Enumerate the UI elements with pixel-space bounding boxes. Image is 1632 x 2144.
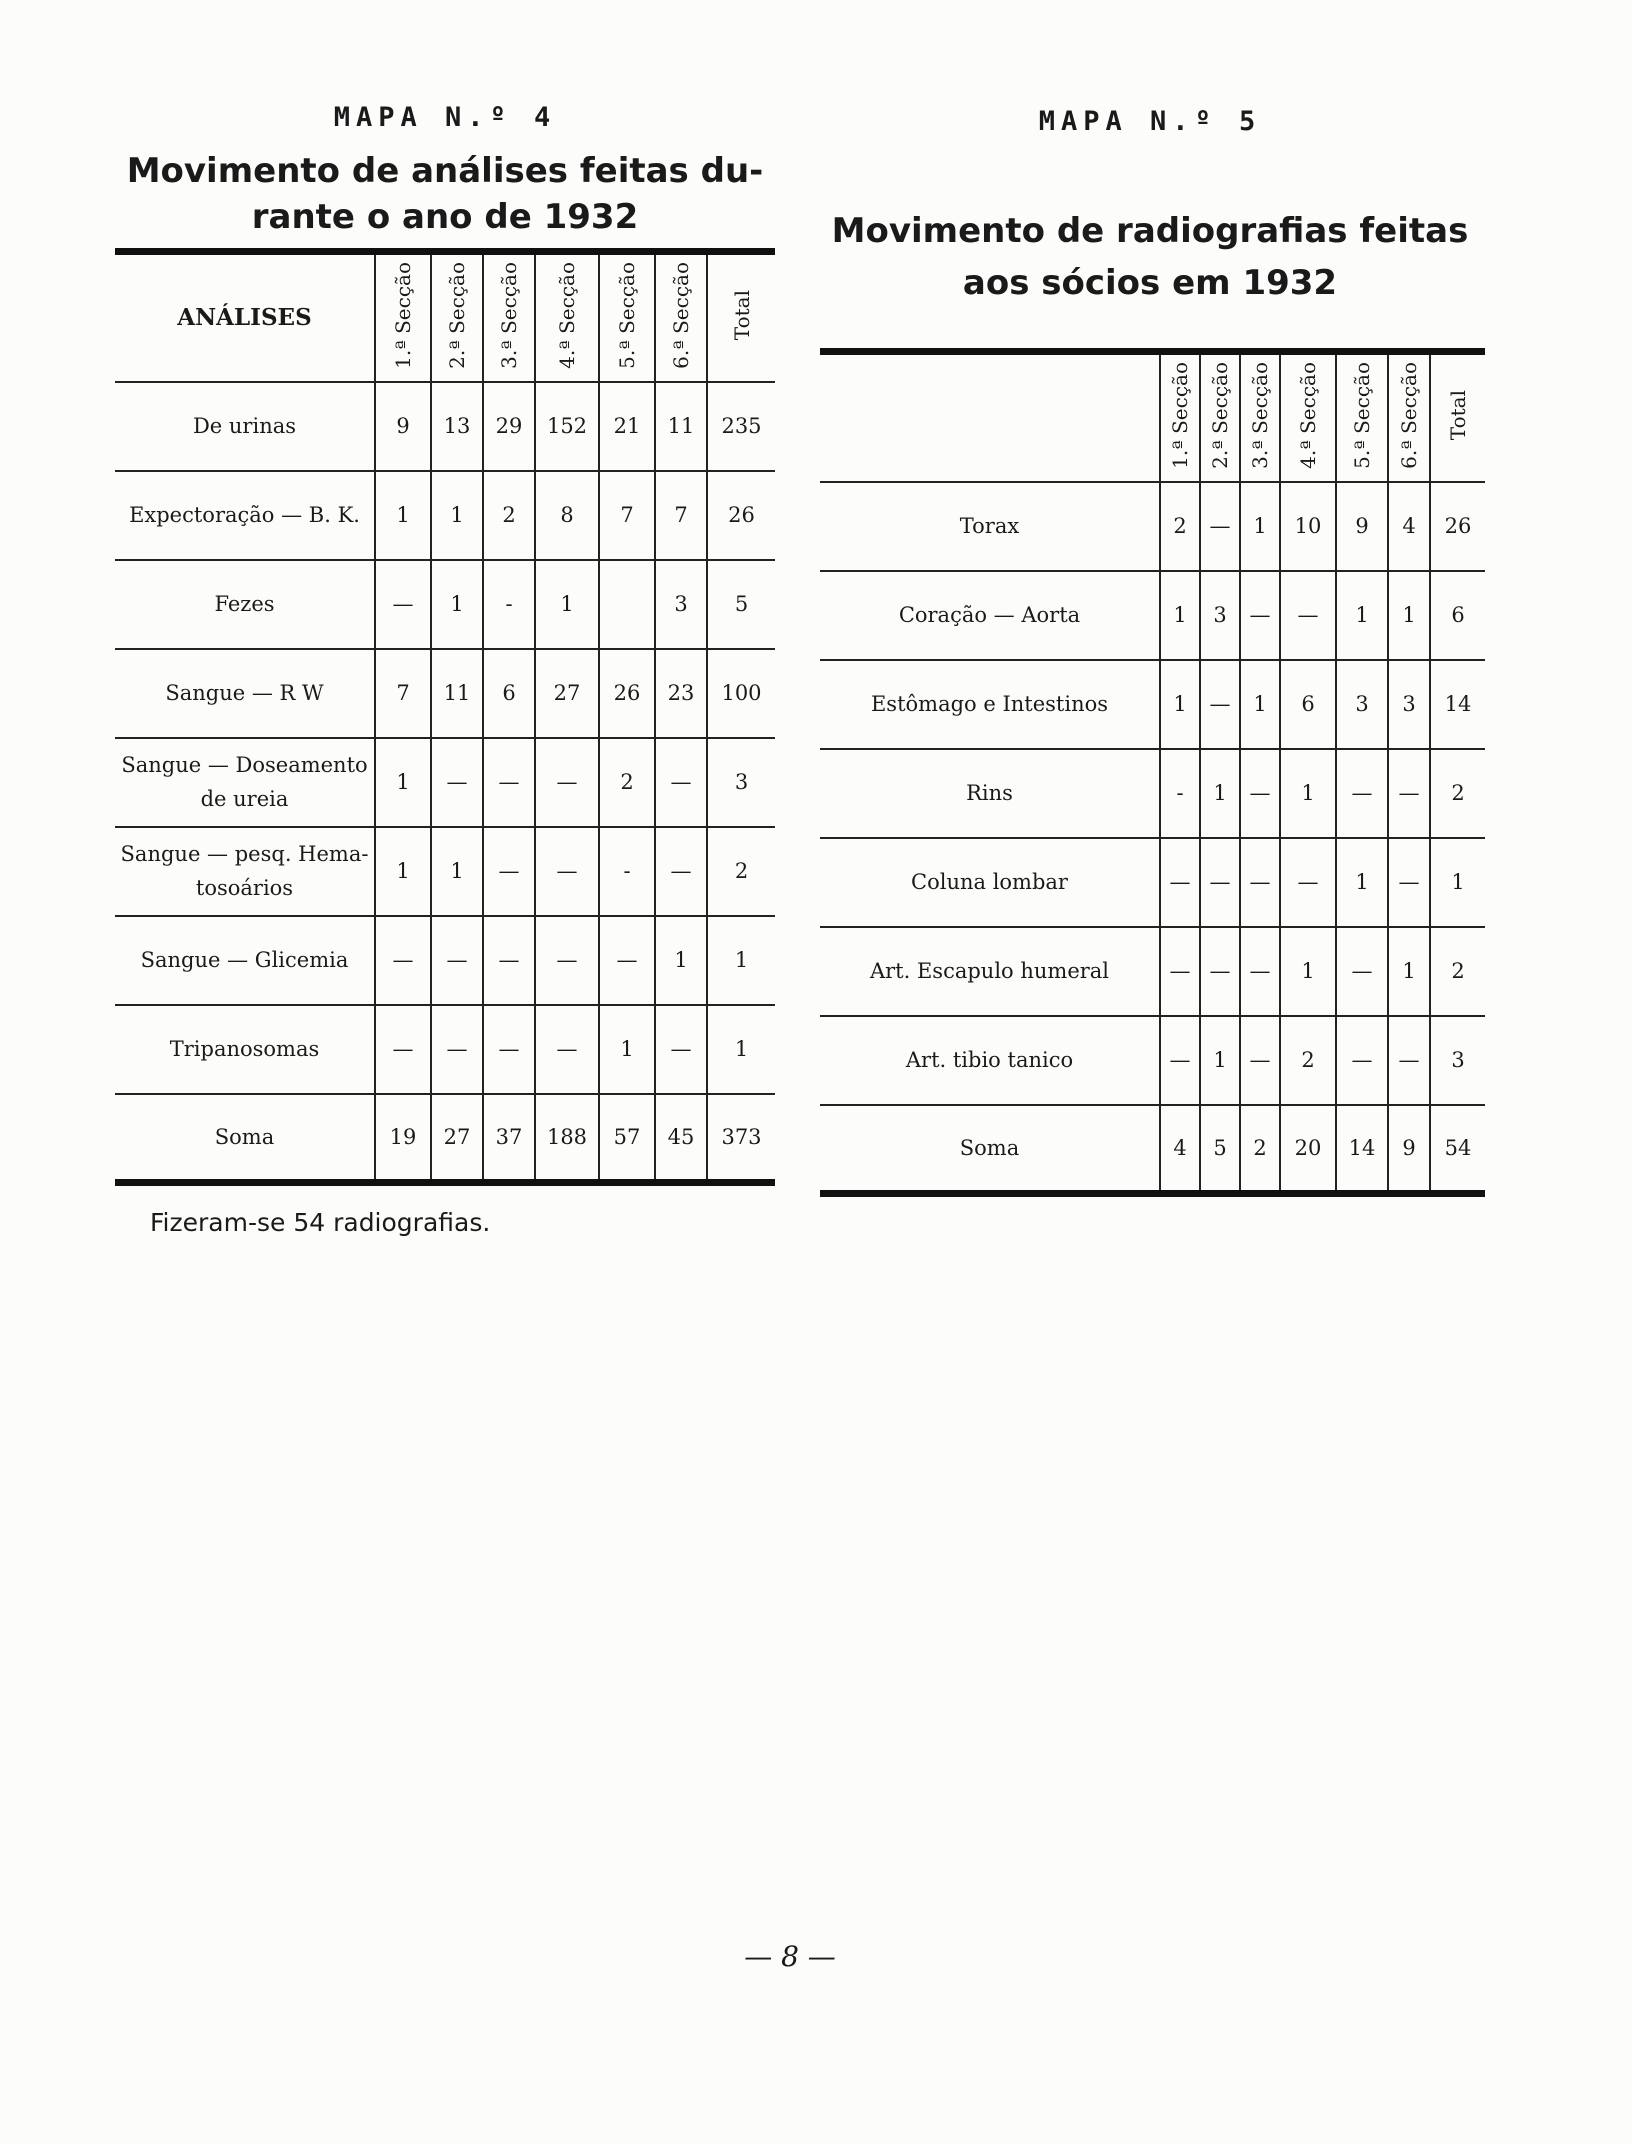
map5-cell: 2 — [1430, 749, 1485, 838]
map4-cell: 2 — [483, 471, 535, 560]
map5-cell: 3 — [1200, 571, 1240, 660]
map5-cell: 2 — [1160, 482, 1200, 571]
map4-cell: 1 — [707, 1005, 775, 1094]
map4-cell: 26 — [599, 649, 655, 738]
map5-cell: — — [1280, 571, 1336, 660]
map5-row — [820, 571, 1485, 660]
map4-row-label: Soma — [115, 1094, 375, 1183]
map4-cell: 27 — [535, 649, 599, 738]
map5-cell: 9 — [1336, 482, 1388, 571]
map5-row-label: Soma — [820, 1105, 1160, 1194]
map5-row — [820, 927, 1485, 1016]
map5-cell: — — [1240, 1016, 1280, 1105]
map4-cell: — — [483, 916, 535, 1005]
map4-row — [115, 738, 775, 827]
map5-cell: — — [1240, 571, 1280, 660]
map4-cell: — — [535, 827, 599, 916]
map4-cell: 37 — [483, 1094, 535, 1183]
map5-cell: 6 — [1430, 571, 1485, 660]
map5-cell: — — [1240, 838, 1280, 927]
map4-header-row — [115, 252, 775, 382]
map5-cell: 1 — [1388, 927, 1430, 1016]
map5-column-header: Total — [1446, 390, 1470, 441]
map5-cell: 54 — [1430, 1105, 1485, 1194]
map5-cell: 5 — [1200, 1105, 1240, 1194]
map4-cell: 1 — [375, 827, 431, 916]
map5-column-header: 5.ª Secção — [1350, 361, 1374, 469]
map4-cell: 1 — [431, 471, 483, 560]
map4-cell: 7 — [655, 471, 707, 560]
map4-cell: — — [599, 916, 655, 1005]
map5-cell: — — [1336, 749, 1388, 838]
map5-cell: — — [1280, 838, 1336, 927]
map4-column-header: 6.ª Secção — [669, 261, 693, 369]
map4-row — [115, 382, 775, 471]
map4-row — [115, 827, 775, 916]
map4-column-header: 4.ª Secção — [555, 261, 579, 369]
map5-label: MAPA N.º 5 — [1038, 106, 1262, 137]
map4-row-label: Sangue — pesq. Hema-tosoários — [115, 827, 375, 916]
map5-cell: 9 — [1388, 1105, 1430, 1194]
map4-cell: 3 — [655, 560, 707, 649]
map4-cell: 26 — [707, 471, 775, 560]
map5-cell: 1 — [1388, 571, 1430, 660]
map4-cell: 1 — [655, 916, 707, 1005]
map5-cell: — — [1160, 838, 1200, 927]
map4-cell: 152 — [535, 382, 599, 471]
map5-cell: 2 — [1280, 1016, 1336, 1105]
map4-cell: 188 — [535, 1094, 599, 1183]
map4-cell: 1 — [375, 471, 431, 560]
map5-cell: 1 — [1430, 838, 1485, 927]
map4-cell: — — [431, 1005, 483, 1094]
map4-row — [115, 1094, 775, 1183]
map5-cell: — — [1336, 1016, 1388, 1105]
map5-cell: 4 — [1388, 482, 1430, 571]
map4-cell: — — [483, 1005, 535, 1094]
map4-cell: — — [375, 560, 431, 649]
map5-cell: — — [1240, 749, 1280, 838]
map4-label: MAPA N.º 4 — [333, 102, 557, 133]
map4-cell: 19 — [375, 1094, 431, 1183]
map4-cell: 1 — [431, 827, 483, 916]
map4-cell — [599, 560, 655, 649]
map5-cell: 20 — [1280, 1105, 1336, 1194]
map4-cell: 29 — [483, 382, 535, 471]
map5-cell: 2 — [1430, 927, 1485, 1016]
map5-column-header: 4.ª Secção — [1296, 361, 1320, 469]
map4-row-label: Sangue — R W — [115, 649, 375, 738]
map5-cell: 26 — [1430, 482, 1485, 571]
map5-row-label: Coluna lombar — [820, 838, 1160, 927]
map4-cell: 13 — [431, 382, 483, 471]
map4-cell: - — [599, 827, 655, 916]
map5-column-header: 3.ª Secção — [1248, 361, 1272, 469]
map5-row — [820, 749, 1485, 838]
map4-cell: 373 — [707, 1094, 775, 1183]
map4-cell: 100 — [707, 649, 775, 738]
map5-row — [820, 1016, 1485, 1105]
map4-cell: - — [483, 560, 535, 649]
map5-cell: 6 — [1280, 660, 1336, 749]
map5-cell: 1 — [1240, 660, 1280, 749]
map5-row-label: Art. Escapulo humeral — [820, 927, 1160, 1016]
map4-column-header: 2.ª Secção — [445, 261, 469, 369]
map5-cell: — — [1388, 749, 1430, 838]
map4-cell: — — [431, 738, 483, 827]
map4-cell: 8 — [535, 471, 599, 560]
map4-row-label: De urinas — [115, 382, 375, 471]
map5-row-label: Rins — [820, 749, 1160, 838]
map4-row — [115, 471, 775, 560]
map5-cell: - — [1160, 749, 1200, 838]
map5-header-row — [820, 352, 1485, 482]
map4-cell: — — [655, 738, 707, 827]
map4-cell: — — [483, 827, 535, 916]
map5-cell: — — [1240, 927, 1280, 1016]
map4-table — [115, 248, 775, 1186]
map4-cell: — — [535, 738, 599, 827]
map5-cell: 4 — [1160, 1105, 1200, 1194]
map5-cell: 3 — [1388, 660, 1430, 749]
map4-cell: — — [483, 738, 535, 827]
map4-cell: 11 — [431, 649, 483, 738]
map4-cell: — — [535, 1005, 599, 1094]
map4-cell: — — [655, 1005, 707, 1094]
map5-cell: 1 — [1280, 927, 1336, 1016]
map4-cell: — — [375, 1005, 431, 1094]
map4-cell: 21 — [599, 382, 655, 471]
map5-cell: 1 — [1200, 749, 1240, 838]
map4-row-label: Expectoração — B. K. — [115, 471, 375, 560]
map4-cell: 1 — [707, 916, 775, 1005]
map4-row-label: Sangue — Doseamento de ureia — [115, 738, 375, 827]
map4-row-label: Tripanosomas — [115, 1005, 375, 1094]
map4-cell: 23 — [655, 649, 707, 738]
map5-title-line1: Movimento de radiografias feitas — [831, 211, 1469, 251]
map4-cell: 1 — [431, 560, 483, 649]
map4-row — [115, 649, 775, 738]
map5-cell: — — [1200, 927, 1240, 1016]
map5-cell: 3 — [1336, 660, 1388, 749]
map4-header-first: ANÁLISES — [115, 252, 375, 382]
page-number: — 8 — — [744, 1940, 836, 1973]
map5-column-header: 2.ª Secção — [1208, 361, 1232, 469]
map5-row-label: Torax — [820, 482, 1160, 571]
map5-row — [820, 1105, 1485, 1194]
map4-cell: 57 — [599, 1094, 655, 1183]
map4-column-header: 3.ª Secção — [497, 261, 521, 369]
map5-cell: — — [1160, 927, 1200, 1016]
map5-row — [820, 838, 1485, 927]
map4-cell: — — [431, 916, 483, 1005]
map4-row — [115, 1005, 775, 1094]
map5-row-label: Coração — Aorta — [820, 571, 1160, 660]
map4-row — [115, 916, 775, 1005]
map4-cell: 45 — [655, 1094, 707, 1183]
map5-cell: — — [1160, 1016, 1200, 1105]
map5-table — [820, 348, 1485, 1197]
map5-cell: 1 — [1336, 571, 1388, 660]
map5-column-header: 6.ª Secção — [1397, 361, 1421, 469]
map5-cell: 3 — [1430, 1016, 1485, 1105]
map4-cell: 6 — [483, 649, 535, 738]
map4-cell: 7 — [599, 471, 655, 560]
map5-cell: — — [1200, 482, 1240, 571]
map4-cell: — — [535, 916, 599, 1005]
map4-cell: 235 — [707, 382, 775, 471]
map4-row — [115, 560, 775, 649]
map4-cell: 27 — [431, 1094, 483, 1183]
map5-cell: 2 — [1240, 1105, 1280, 1194]
map5-header-first — [820, 352, 1160, 482]
map5-column-header: 1.ª Secção — [1168, 361, 1192, 469]
map5-row — [820, 482, 1485, 571]
map5-cell: 1 — [1160, 660, 1200, 749]
map5-cell: — — [1388, 838, 1430, 927]
map4-cell: — — [655, 827, 707, 916]
map5-cell: 1 — [1336, 838, 1388, 927]
map5-cell: — — [1200, 660, 1240, 749]
map4-cell: 1 — [375, 738, 431, 827]
map5-cell: 1 — [1160, 571, 1200, 660]
map4-column-header: Total — [729, 290, 754, 341]
map4-cell: — — [375, 916, 431, 1005]
map5-row — [820, 660, 1485, 749]
map5-cell: 1 — [1280, 749, 1336, 838]
map5-cell: 14 — [1336, 1105, 1388, 1194]
map4-cell: 5 — [707, 560, 775, 649]
map4-cell: 9 — [375, 382, 431, 471]
map4-title-line2: rante o ano de 1932 — [251, 197, 639, 237]
map5-cell: 14 — [1430, 660, 1485, 749]
map5-cell: 1 — [1200, 1016, 1240, 1105]
map4-row-label: Sangue — Glicemia — [115, 916, 375, 1005]
map5-cell: 10 — [1280, 482, 1336, 571]
map4-cell: 7 — [375, 649, 431, 738]
map4-column-header: 1.ª Secção — [391, 261, 415, 369]
map5-row-label: Art. tibio tanico — [820, 1016, 1160, 1105]
map4-cell: 2 — [599, 738, 655, 827]
map4-cell: 1 — [599, 1005, 655, 1094]
footnote: Fizeram-se 54 radiografias. — [150, 1208, 491, 1237]
map5-cell: — — [1388, 1016, 1430, 1105]
map5-cell: 1 — [1240, 482, 1280, 571]
map5-title-line2: aos sócios em 1932 — [962, 263, 1338, 303]
map5-row-label: Estômago e Intestinos — [820, 660, 1160, 749]
map4-title-line1: Movimento de análises feitas du- — [126, 151, 764, 191]
map4-cell: 1 — [535, 560, 599, 649]
map4-cell: 11 — [655, 382, 707, 471]
map5-cell: — — [1200, 838, 1240, 927]
map4-cell: 2 — [707, 827, 775, 916]
map4-row-label: Fezes — [115, 560, 375, 649]
map4-cell: 3 — [707, 738, 775, 827]
map4-column-header: 5.ª Secção — [615, 261, 639, 369]
map5-cell: — — [1336, 927, 1388, 1016]
